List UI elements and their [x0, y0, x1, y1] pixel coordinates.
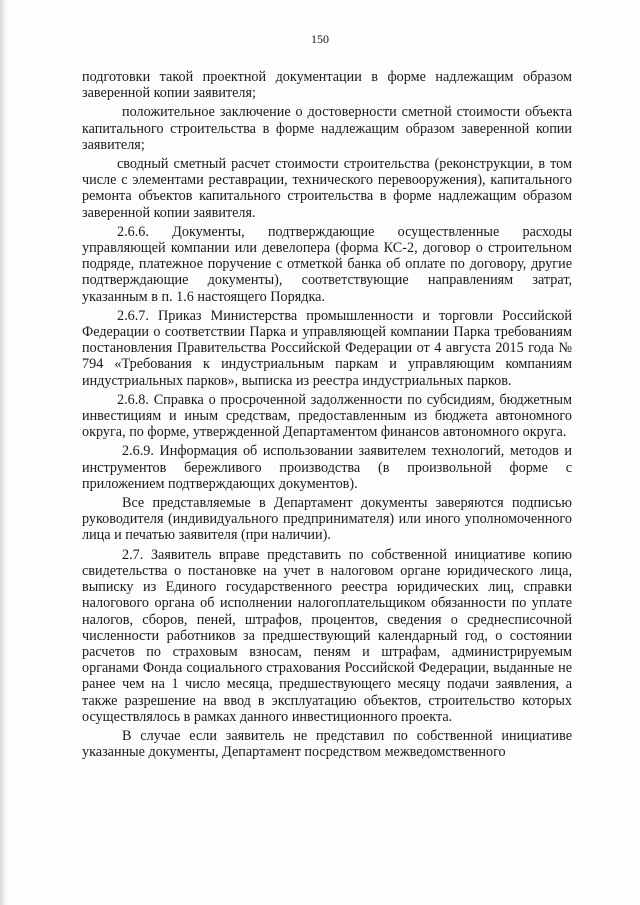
scan-edge-shadow	[0, 0, 8, 905]
paragraph-positive-conclusion: положительное заключение о достоверности сметной стоимости объекта капитального строительства в форме надлежащим образом заверенной копии заявителя;	[82, 104, 572, 153]
paragraph-certification: Все представляемые в Департамент документы заверяются подписью руководителя (индивидуального предпринимателя) или иного уполномоченного лица и печатью заявителя (при наличии).	[82, 495, 572, 544]
page-number: 150	[311, 32, 329, 46]
paragraph-summary-estimate: сводный сметный расчет стоимости строительства (реконструкции, в том числе с элементами реставрации, технического перевооружения), капитального ремонта объектов капитального строительства в форме надлежащим образом заверенной копии заявителя.	[82, 156, 572, 221]
paragraph-2-6-7: 2.6.7. Приказ Министерства промышленности и торговли Российской Федерации о соответствии Парка и управляющей компании Парка требованиям постановления Правительства Российской Федерации от 4 августа 2015 года № 794 «Требования к индустриальным паркам и управляющим компаниям индустриальных парков», выписка из реестра индустриальных парков.	[82, 307, 572, 389]
paragraph-2-7: 2.7. Заявитель вправе представить по собственной инициативе копию свидетельства о постановке на учет в налоговом органе юридического лица, выписку из Единого государственного реестра юридических лиц, справки налогового органа об исполнении налогоплательщиком обязанности по уплате налогов, сборов, пеней, штрафов, процентов, сведения о среднесписочной численности работников за предшествующий календарный год, о состоянии расчетов по страховым взносам, пеням и штрафам, администрируемым органами Фонда социального страхования Российской Федерации, выданные не ранее чем на 1 число месяца, предшествующего месяцу подачи заявления, а также разрешение на ввод в эксплуатацию объектов, строительство которых осуществлялось в рамках данного инвестиционного проекта.	[82, 546, 572, 725]
document-body	[82, 69, 572, 760]
paragraph-interdepartmental: В случае если заявитель не представил по собственной инициативе указанные документы, Департамент посредством межведомственного	[82, 727, 572, 761]
paragraph-2-6-6: 2.6.6. Документы, подтверждающие осуществленные расходы управляющей компании или девелопера (форма КС-2, договор о строительном подряде, платежное поручение с отметкой банка об оплате по договору, другие подтверждающие документы), соответствующие направлениям затрат, указанным в п. 1.6 настоящего Порядка.	[82, 223, 572, 305]
paragraph-2-6-9: 2.6.9. Информация об использовании заявителем технологий, методов и инструментов бережливого производства (в произвольной форме с приложением подтверждающих документов).	[82, 443, 572, 492]
paragraph-2-6-8: 2.6.8. Справка о просроченной задолженности по субсидиям, бюджетным инвестициям и иным средствам, предоставленным из бюджета автономного округа, по форме, утвержденной Департаментом финансов автономного округа.	[82, 391, 572, 441]
paragraph-continuation: подготовки такой проектной документации в форме надлежащим образом заверенной копии заявителя;	[82, 69, 572, 102]
